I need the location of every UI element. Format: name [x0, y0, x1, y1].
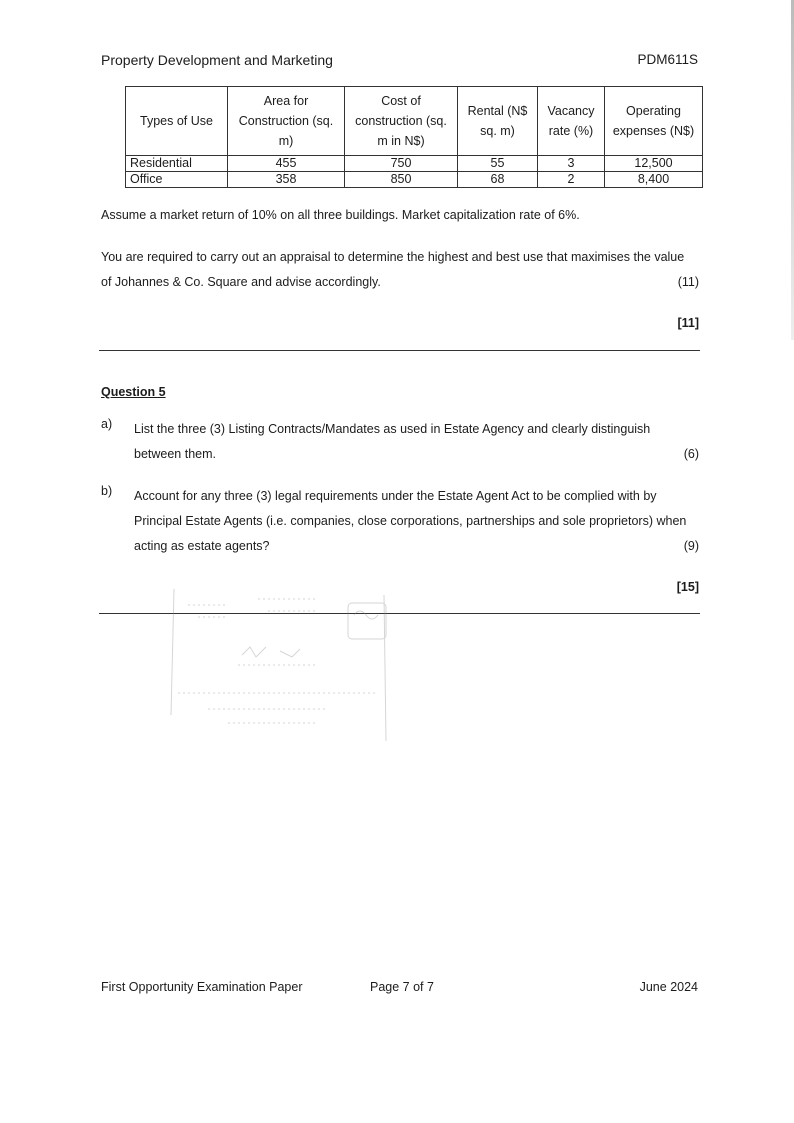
section-divider: [99, 350, 700, 351]
footer-exam-title: First Opportunity Examination Paper: [101, 980, 303, 994]
table-row: [126, 156, 703, 172]
table-cell: 2: [538, 172, 605, 188]
item-label: b): [101, 484, 113, 498]
question-heading: Question 5: [101, 385, 166, 399]
table-cell: 68: [458, 172, 538, 188]
table-cell: 55: [458, 156, 538, 172]
column-header: Vacancy rate (%): [538, 87, 605, 156]
task-line-with-marks: [101, 270, 699, 295]
course-title: Property Development and Marketing: [101, 52, 333, 68]
table-cell: 455: [228, 156, 345, 172]
item-line: Principal Estate Agents (i.e. companies, close corporations, partnerships and sole proprietors) when: [134, 514, 687, 528]
table-row: [126, 172, 703, 188]
table-cell: Office: [126, 172, 228, 188]
column-header: Area for Construction (sq. m): [228, 87, 345, 156]
question-item-b: [134, 484, 699, 559]
table-header-row: [126, 87, 703, 156]
assumption-text: Assume a market return of 10% on all three buildings. Market capitalization rate of 6%.: [101, 208, 580, 222]
item-line: Account for any three (3) legal requirements under the Estate Agent Act to be complied with by: [134, 489, 657, 503]
column-header: Types of Use: [126, 87, 228, 156]
table-cell: 750: [345, 156, 458, 172]
question-total-marks: [15]: [676, 580, 699, 594]
course-code: PDM611S: [637, 52, 698, 67]
item-line-with-marks: [134, 534, 699, 559]
column-header: Cost of construction (sq. m in N$): [345, 87, 458, 156]
task-paragraph: [101, 245, 699, 295]
table-cell: Residential: [126, 156, 228, 172]
column-header: Operating expenses (N$): [605, 87, 703, 156]
task-line: You are required to carry out an appraisal to determine the highest and best use that maximises the value: [101, 250, 685, 264]
question-total-marks: [11]: [677, 316, 699, 330]
development-data-table: [125, 86, 703, 188]
table-cell: 12,500: [605, 156, 703, 172]
item-marks: (9): [683, 539, 699, 553]
item-line: acting as estate agents?: [134, 539, 270, 553]
task-marks: (11): [677, 275, 699, 289]
footer-page-number: Page 7 of 7: [370, 980, 434, 994]
table-cell: 850: [345, 172, 458, 188]
item-marks: (6): [683, 447, 699, 461]
table-cell: 358: [228, 172, 345, 188]
column-header: Rental (N$ sq. m): [458, 87, 538, 156]
faded-stamp-mark: [168, 585, 390, 743]
item-line: between them.: [134, 447, 216, 461]
table-cell: 8,400: [605, 172, 703, 188]
item-label: a): [101, 417, 113, 431]
item-line-with-marks: [134, 442, 699, 467]
question-item-a: [134, 417, 699, 467]
task-line: of Johannes & Co. Square and advise accordingly.: [101, 275, 381, 289]
table-cell: 3: [538, 156, 605, 172]
footer-date: June 2024: [639, 980, 698, 994]
item-line: List the three (3) Listing Contracts/Mandates as used in Estate Agency and clearly distinguish: [134, 422, 651, 436]
